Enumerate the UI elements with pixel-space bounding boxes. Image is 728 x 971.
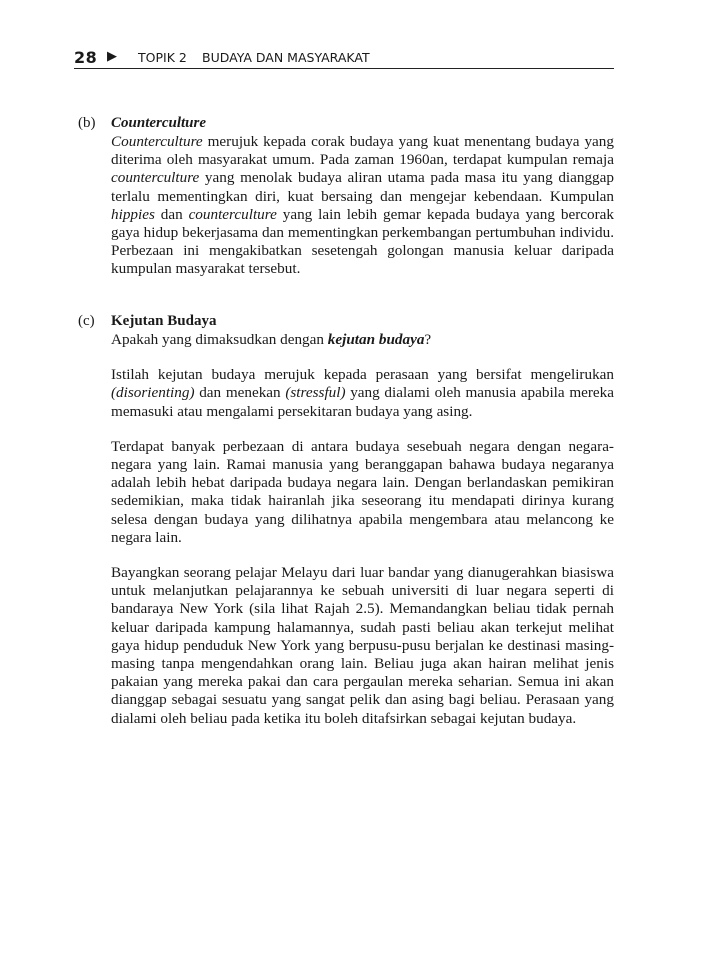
triangle-arrow-icon: ▶ [107,49,117,64]
paragraph: Istilah kejutan budaya merujuk kepada perasaan yang bersifat mengelirukan (disorienting) dan menekan (stressful) yang dialami oleh manusia apabila mereka memasuki atau mengalami persekitaran budaya yang asing. [111,366,615,420]
section-body [111,133,614,279]
topic-title: BUDAYA DAN MASYARAKAT [202,50,370,65]
section-body [111,331,614,728]
section-heading: Kejutan Budaya [111,313,217,329]
section-marker: (b) [78,115,96,131]
topic-label: TOPIK 2 [138,50,187,65]
paragraph: Terdapat banyak perbezaan di antara budaya sesebuah negara dengan negara-negara yang lain. Ramai manusia yang beranggapan bahawa budaya negaranya adalah lebih hebat daripada budaya negara lain. Dengan berlandaskan pemikiran sedemikian, maka tidak hairanlah jika seseorang itu mendapati dirinya kurang selesa dengan budaya yang dilihatnya apabila mengembara atau melancong ke negara lain. [111,437,614,546]
page-number: 28 [74,48,98,67]
paragraph: Counterculture merujuk kepada corak budaya yang kuat menentang budaya yang diterima oleh masyarakat umum. Pada zaman 1960an, terdapat kumpulan remaja counterculture yang menolak budaya aliran utama pada masa itu yang dianggap terlalu mementingkan diri, kuat bersaing dan mengejar kebendaan. Kumpulan hippies dan counterculture yang lain lebih gemar kepada budaya yang bercorak gaya hidup bekerjasama dan mementingkan perkembangan pertumbuhan individu. Perbezaan ini mengakibatkan sesetengah golongan manusia keluar daripada kumpulan masyarakat tersebut. [111,133,614,278]
section-heading: Counterculture [111,115,207,131]
question: Apakah yang dimaksudkan dengan kejutan budaya? [111,331,432,348]
page-header [74,48,614,69]
paragraph: Bayangkan seorang pelajar Melayu dari luar bandar yang dianugerahkan biasiswa untuk melanjutkan pelajarannya ke sebuah universiti di luar negara seperti di bandaraya New York (sila lihat Rajah 2.5). Memandangkan beliau tidak pernah keluar daripada kampung halamannya, sudah pasti beliau akan terkejut melihat gaya hidup penduduk New York yang berpusu-pusu berjalan ke destinasi masing-masing tanpa mengendahkan orang lain. Beliau juga akan hairan melihat jenis pakaian yang mereka pakai dan cara pergaulan mereka seharian. Semua ini akan dianggap sebagai sesuatu yang sangat pelik dan asing bagi beliau. Perasaan yang dialami oleh beliau pada ketika itu boleh ditafsirkan sebagai kejutan budaya. [111,564,614,727]
section-marker: (c) [78,313,95,329]
